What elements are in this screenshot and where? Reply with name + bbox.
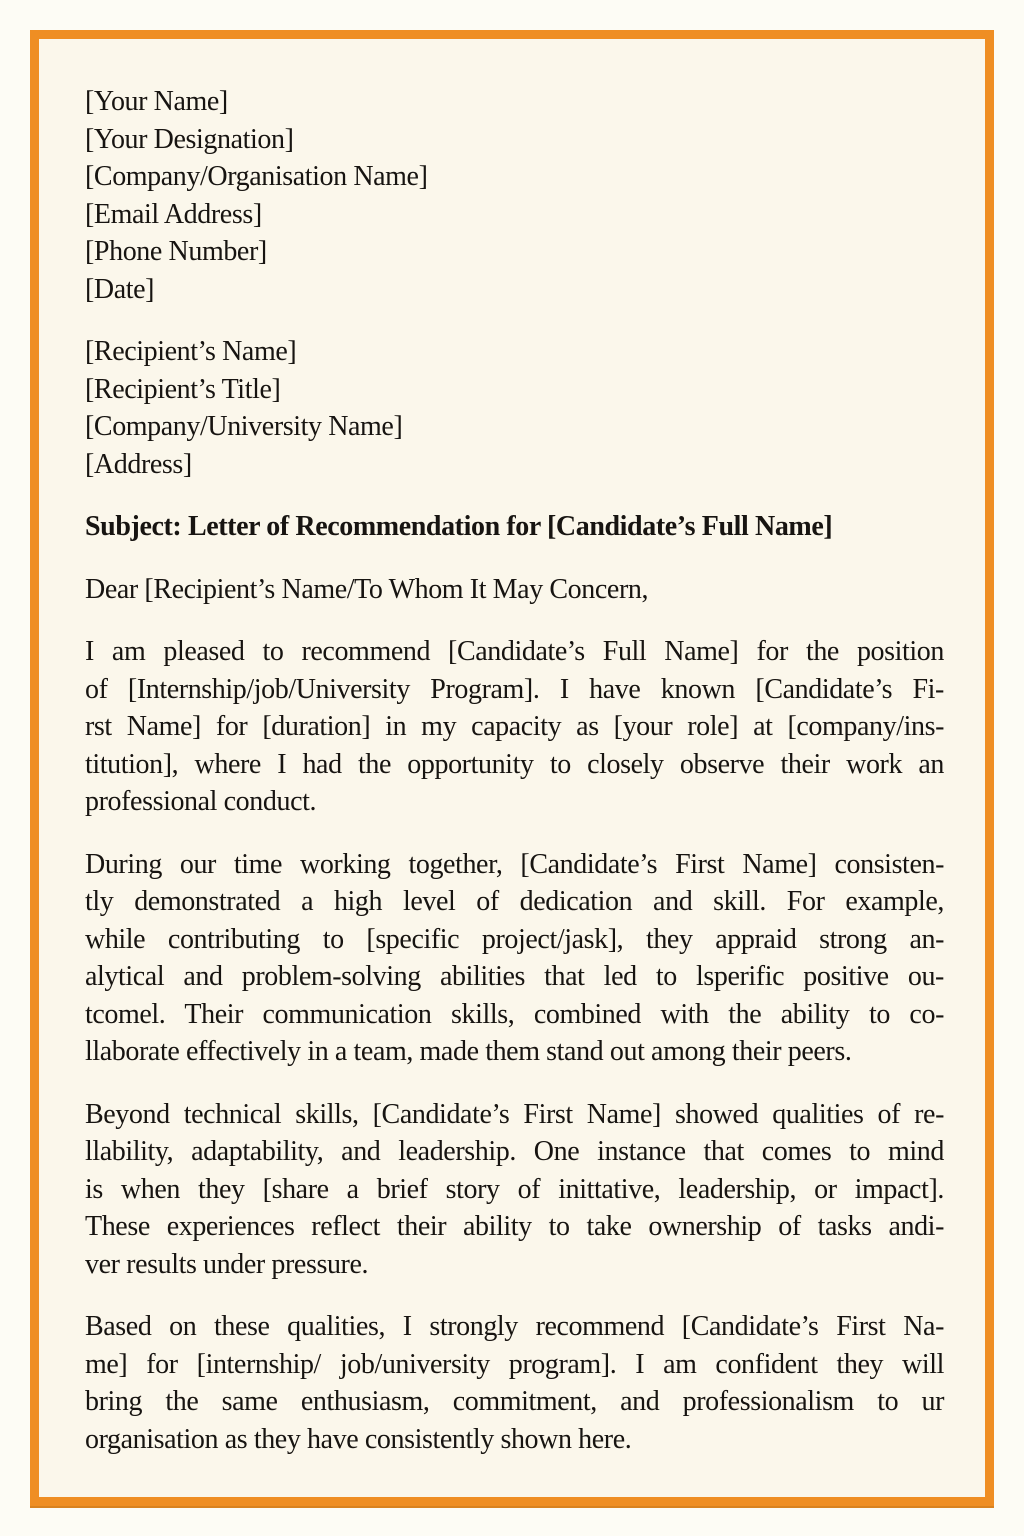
paragraph-line: while contributing to [specific project/jask], they appraid strong an- bbox=[85, 923, 944, 955]
sender-block bbox=[85, 83, 944, 308]
paragraph-line: of [Internship/job/University Program]. I have known [Candidate’s Fi- bbox=[85, 673, 944, 705]
paragraph-line: organisation as they have consistently shown here. bbox=[85, 1423, 632, 1455]
recipient-line: [Company/University Name] bbox=[85, 411, 403, 442]
paragraph-line: bring the same enthusiasm, commitment, and professionalism to ur bbox=[85, 1386, 944, 1417]
recipient-line: [Recipient’s Title] bbox=[85, 373, 281, 405]
paragraph-line: llaborate effectively in a team, made them stand out among their peers. bbox=[85, 1036, 852, 1067]
subject-line: Subject: Letter of Recommendation for [Candidate’s Full Name] bbox=[85, 511, 833, 542]
paragraph-line: alytical and problem-solving abilities that led to lsperific positive ou- bbox=[85, 961, 944, 992]
paragraph-line: tly demonstrated a high level of dedication and skill. For example, bbox=[85, 886, 944, 917]
paragraph-line: These experiences reflect their ability to take ownership of tasks andi- bbox=[85, 1211, 944, 1242]
sender-line: [Phone Number] bbox=[85, 236, 267, 267]
paragraph-line: rst Name] for [duration] in my capacity as [your role] at [company/ins- bbox=[85, 711, 944, 742]
salutation-block bbox=[85, 571, 944, 609]
sender-line: [Date] bbox=[85, 273, 155, 305]
paragraph-line: llability, adaptability, and leadership. One instance that comes to mind bbox=[85, 1136, 944, 1167]
subject-block bbox=[85, 508, 944, 546]
paragraph-line: Beyond technical skills, [Candidate’s First Name] showed qualities of re- bbox=[85, 1098, 944, 1130]
paragraph-line: ver results under pressure. bbox=[85, 1248, 369, 1280]
paragraph-line: tcomel. Their communication skills, combined with the ability to co- bbox=[85, 998, 944, 1030]
paragraph bbox=[85, 1096, 944, 1284]
paragraph bbox=[85, 846, 944, 1071]
letter-frame bbox=[30, 30, 994, 1506]
paragraph-line: is when they [share a brief story of inittative, leadership, or impact]. bbox=[85, 1173, 944, 1205]
recipient-line: [Recipient’s Name] bbox=[85, 336, 297, 367]
salutation: Dear [Recipient’s Name/To Whom It May Concern, bbox=[85, 573, 649, 605]
recipient-block bbox=[85, 333, 944, 483]
paragraph bbox=[85, 633, 944, 821]
paragraph-line: titution], where I had the opportunity to closely observe their work an bbox=[85, 748, 944, 780]
paragraph-line: During our time working together, [Candidate’s First Name] consisten- bbox=[85, 848, 944, 880]
recipient-line: [Address] bbox=[85, 448, 192, 480]
sender-line: [Email Address] bbox=[85, 198, 262, 230]
paragraph-line: Based on these qualities, I strongly recommend [Candidate’s First Na- bbox=[85, 1311, 944, 1342]
paragraph-line: me] for [internship/ job/university program]. I am confident they will bbox=[85, 1348, 944, 1380]
sender-line: [Your Designation] bbox=[85, 123, 294, 155]
sender-line: [Your Name] bbox=[85, 86, 228, 117]
paragraph-line: I am pleased to recommend [Candidate’s Full Name] for the position bbox=[85, 636, 944, 667]
paragraph bbox=[85, 1308, 944, 1458]
paragraph-line: professional conduct. bbox=[85, 786, 317, 817]
sender-line: [Company/Organisation Name] bbox=[85, 161, 428, 192]
